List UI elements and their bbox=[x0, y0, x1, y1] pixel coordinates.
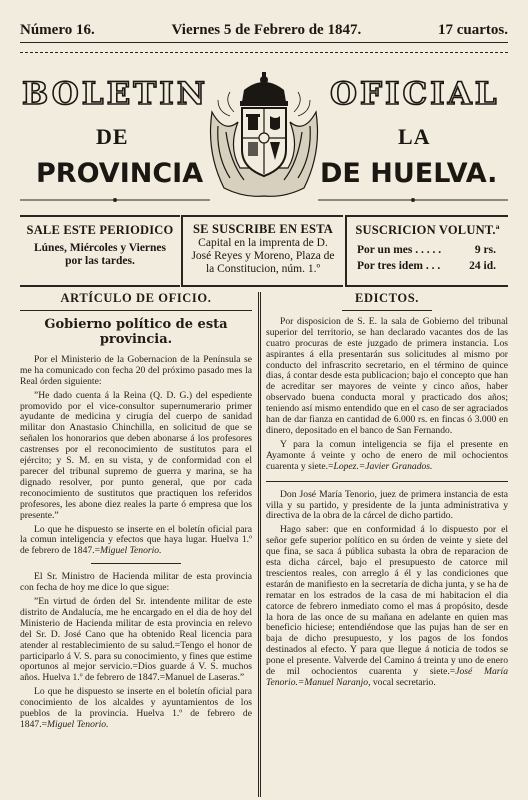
separator bbox=[266, 481, 508, 482]
masthead-boletin: BOLETIN bbox=[22, 76, 209, 112]
section-title: Gobierno político de esta provincia. bbox=[44, 316, 228, 347]
issue-line bbox=[20, 22, 508, 39]
signature: Miguel Tenorio. bbox=[100, 545, 162, 557]
ornament-right bbox=[318, 196, 508, 204]
edicts-heading: EDICTOS. bbox=[355, 291, 419, 305]
paragraph: Hago saber: que en conformidad á lo dispuesto por el señor gefe superior político en su órden de veinte y siete del que fina, se saca á pública subasta la obra de reparacion de esta dicha cárcel, bajo el presupuesto de catorce mil trescientos reales, con arreglo á él y las condiciones que estarán de manifiesto en la secretaría de dicha junta, y se ha de rematar en los estrados de la casa de mi habitacion el dia catorce de febrero inmediato como el mas á propósito, desde la hora de las once de su mañana en adelante en quien mas beneficio hiciese; entendiéndose que las pujas han de ser en baja de dicho presupuesto, y los pagos de los fondos destinados al efecto. Y para que llegue á noticia de todos se pone el presente. Valverde del Camino á treinta y uno de enero de mil ochocientos cuarenta y siete.=José María Tenorio.=Manuel Naranjo, vocal secretario. bbox=[266, 524, 508, 688]
paragraph: Por disposicion de S. E. la sala de Gobierno del tribunal superior del territorio, se han declarado vacantes dos de las cuatro procuras de este juzgado de primera instancia. Los aspirantes á ella presentarán sus solicitudes al mismo por conducto del infrascrito secretario, en el término de quince dias, á contar desde esta publicacion; bajo el concepto que han de acreditar ser mayores de veinte y cinco años, haber observado buena conducta moral y practicado dos años; teniendo así mismo entendido que en el caso de ser agraciados han de dar fianza en cantidad de 6.000 rs. en fincas ó 3.000 en dinero, depositado en el banco de San Fernando. bbox=[266, 315, 508, 436]
issue-price: 17 cuartos. bbox=[437, 22, 508, 38]
signature: Lopez.=Javier Granados. bbox=[333, 460, 433, 472]
subscribe-text: Capital en la imprenta de D. José Reyes y Moreno, Plaza de la Constitucion, núm. 1.º bbox=[191, 237, 335, 275]
ornament-line-icon bbox=[20, 196, 210, 204]
masthead-de: DE bbox=[96, 124, 129, 149]
schedule-title: SALE ESTE PERIODICO bbox=[26, 223, 174, 237]
issue-date: Viernes 5 de Febrero de 1847. bbox=[171, 22, 362, 38]
top-rule-dotted bbox=[20, 52, 508, 53]
separator bbox=[91, 563, 181, 564]
paragraph: Por el Ministerio de la Gobernacion de la Península se me ha comunicado con fecha 20 del próximo pasado mes la Real órden siguiente: bbox=[20, 353, 252, 387]
subscribe-title: SE SUSCRIBE EN ESTA bbox=[192, 222, 334, 236]
royal-coat-of-arms-icon bbox=[204, 72, 324, 200]
right-column bbox=[266, 290, 508, 692]
ornament-line-icon bbox=[318, 196, 508, 204]
masthead-provincia: PROVINCIA bbox=[36, 158, 204, 189]
paragraph: ”He dado cuenta á la Reina (Q. D. G.) del espediente promovido por el vice-consultor supernumerario primer ayudante de medicina y cirugía del cuerpo de sanidad militar don Anastasio Chinchilla, en solicitud de que se señalen los honorarios que deben abonarse á los profesores castrenses por el reconocimiento de sustitutos para el ejército; y S. M. en su vista, y de conformidad con el parecer del tribunal supremo de guerra y marina, se ha dignado resolver, por punto general, que por cada reconocimiento de sustitutos que practiquen los referidos profesores, les abone diez reales la parte ó empresa que los presente.” bbox=[20, 389, 252, 521]
rates-title: SUSCRICION VOLUNT.ª bbox=[355, 223, 500, 237]
paragraph: Lo que he dispuesto se inserte en el boletín oficial para conocimiento de los alcaldes y ayuntamientos de los pueblos de la provincia. Huelva 1.º de febrero de 1847.=Miguel Tenorio. bbox=[20, 686, 252, 730]
paragraph: El Sr. Ministro de Hacienda militar de esta provincia con fecha de hoy me dice lo que sigue: bbox=[20, 571, 252, 594]
column-divider bbox=[258, 292, 261, 797]
ornament-left bbox=[20, 196, 210, 204]
signature: Miguel Tenorio. bbox=[47, 719, 109, 730]
masthead-oficial: OFICIAL bbox=[330, 76, 500, 112]
top-rule bbox=[20, 42, 508, 43]
paragraph: Don José María Tenorio, juez de primera instancia de esta villa y su partido, y presidente de la junta administrativa y directiva de la obra de la cárcel de dicho partido. bbox=[266, 488, 508, 522]
info-box-subscribe bbox=[183, 215, 343, 287]
rate-row-quarter: Por tres idem . . . 24 id. bbox=[357, 260, 496, 272]
paragraph: Lo que he dispuesto se inserte en el boletín oficial para la comun inteligencia y efectos que haya lugar. Huelva 1.º de febrero de 1847.=Miguel Tenorio. bbox=[20, 523, 252, 557]
info-box-schedule bbox=[20, 215, 180, 287]
masthead-de-huelva: DE HUELVA. bbox=[320, 158, 498, 189]
rate-row-month: Por un mes . . . . . 9 rs. bbox=[357, 244, 496, 256]
left-column bbox=[20, 290, 252, 734]
masthead-la: LA bbox=[398, 124, 431, 149]
schedule-text: Lúnes, Miércoles y Viernes por las tardes. bbox=[33, 242, 167, 267]
info-box-rates bbox=[347, 215, 508, 287]
heading-rule bbox=[20, 310, 252, 311]
issue-number: Número 16. bbox=[20, 22, 95, 38]
heading-rule bbox=[342, 310, 432, 311]
paragraph: Y para la comun inteligencia se fija el presente en Ayamonte á veinte y ocho de enero de mil ochocientos cuarenta y siete.=Lopez.=Javier Granados. bbox=[266, 438, 508, 472]
paragraph: ”En virtud de órden del Sr. intendente militar de este distrito de Andalucía, me he encargado en el dia de hoy del Ministerio de Hacienda militar de esta provincia en relevo del Sr. D. José Cano que ha obtenido Real licencia para atender al restablecimiento de su salud.=Tengo el honor de participarlo á V. S. para su conocimiento, y fines que estime oportunos al mejor servicio.=Dios guarde á V. S. muchos años. Huelva 1.º de febrero de 1847.=Manuel de Laseras.” bbox=[20, 596, 252, 684]
article-heading: ARTÍCULO DE OFICIO. bbox=[60, 291, 212, 305]
signature: José María Tenorio.=Manuel Naranjo, bbox=[266, 666, 508, 688]
